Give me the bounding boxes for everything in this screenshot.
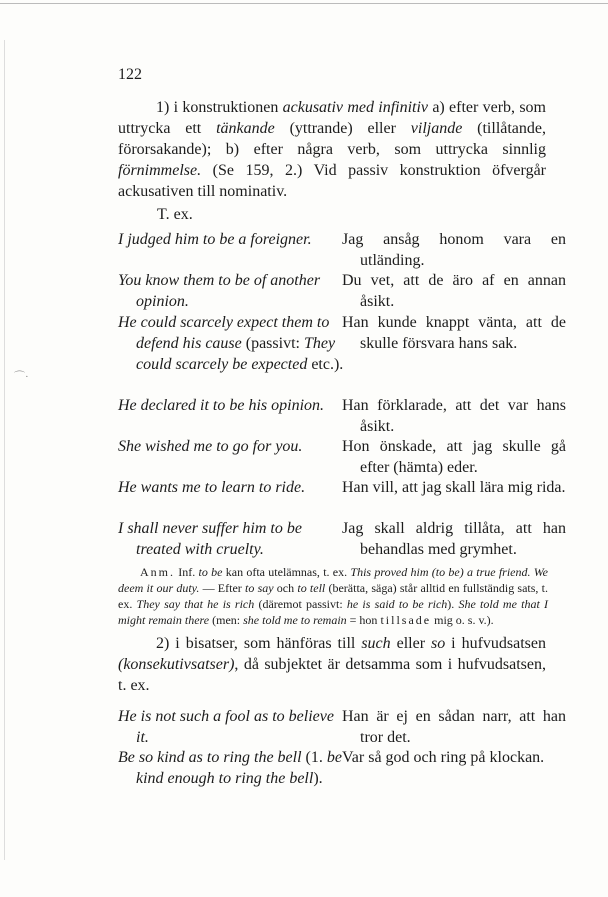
- swedish-translation: Han vill, att jag skall lära mig rida.: [342, 479, 566, 496]
- page-number: 122: [118, 66, 142, 83]
- p1-italic-c: viljande: [410, 120, 463, 137]
- note-text: — Efter: [199, 581, 246, 595]
- note-italic: to be: [198, 565, 223, 579]
- paragraph-2: [118, 633, 546, 696]
- swedish-translation: Var så god och ring på klockan.: [342, 749, 545, 766]
- english-example: He is not such a fool as to believe it.: [118, 708, 334, 746]
- english-example: He declared it to be his opinion.: [118, 397, 325, 414]
- swedish-translation: Du vet, att de äro af en annan åsikt.: [342, 272, 566, 310]
- english-example: I judged him to be a foreigner.: [118, 231, 312, 248]
- note-spaced: tillsade: [380, 613, 432, 627]
- p2-text-b: eller: [390, 635, 431, 652]
- english-example: [118, 747, 344, 789]
- swedish-translation: Han är ej en sådan narr, att han tror det.: [342, 708, 566, 746]
- p1-text-b: a) efter verb, som uttrycka ett: [118, 99, 546, 137]
- note-text: ).: [447, 597, 459, 611]
- note-italic: to tell: [297, 581, 326, 595]
- example-heading-1: T. ex.: [157, 206, 193, 223]
- swedish-translation: Jag ansåg honom vara en utländing.: [342, 231, 566, 269]
- note-italic: to say: [245, 581, 274, 595]
- p1-text-c: (yttrande) eller: [274, 120, 411, 137]
- english-example-part: He could scarcely expect them to defend his cause: [118, 314, 330, 352]
- p1-italic-d: förnimmelse.: [118, 162, 202, 179]
- p1-italic-b: tänkande: [216, 120, 275, 137]
- p2-text-c: i hufvudsatsen: [445, 635, 547, 652]
- note-text: (berätta, säga) står alltid en fullständig sats, t. ex.: [118, 581, 548, 611]
- margin-mark: ⌒·: [14, 371, 29, 383]
- p2-italic-b: so: [430, 635, 446, 652]
- p1-text-a: 1) i konstruktionen: [156, 99, 283, 116]
- note-text: = hon: [346, 613, 381, 627]
- english-example-note: etc.).: [307, 356, 344, 373]
- english-example: You know them to be of another opinion.: [118, 272, 321, 310]
- note-italic: This proved him (to be) a true friend. We deem it our duty.: [118, 565, 548, 595]
- note-text: (men:: [209, 613, 244, 627]
- annotation-note: [118, 564, 548, 628]
- note-text: (däremot passivt:: [254, 597, 347, 611]
- note-label: Anm.: [140, 565, 175, 579]
- english-example-note: ).: [313, 770, 323, 787]
- p1-text-e: (Se 159, 2.) Vid passiv konstruktion öfvergår ackusativen till nominativ.: [118, 162, 546, 200]
- note-text: Inf.: [175, 565, 199, 579]
- p1-italic-a: ackusativ med infinitiv: [282, 99, 429, 116]
- note-text: mig o. s. v.).: [431, 613, 494, 627]
- english-example: [118, 312, 344, 375]
- english-example-note: (1.: [301, 749, 327, 766]
- p2-italic-a: such: [361, 635, 391, 652]
- left-edge-rule: [4, 40, 5, 860]
- swedish-translation: Han förklarade, att det var hans åsikt.: [342, 397, 566, 435]
- note-italic: he is said to be rich: [346, 597, 448, 611]
- top-rule: [0, 3, 608, 4]
- swedish-translation: Jag skall aldrig tillåta, att han behandlas med grymhet.: [342, 520, 566, 558]
- note-italic: They say that he is rich: [136, 597, 255, 611]
- note-text: kan ofta utelämnas, t. ex.: [222, 565, 351, 579]
- english-example: She wished me to go for you.: [118, 438, 303, 455]
- paragraph-1: [118, 97, 546, 202]
- english-example-part: be kind enough to ring the bell: [136, 749, 342, 787]
- english-example: I shall never suffer him to be treated with cruelty.: [118, 520, 302, 558]
- english-example: He wants me to learn to ride.: [118, 479, 306, 496]
- english-example-part: They could scarcely be expected: [136, 335, 336, 373]
- p1-text-d: (tillåtande, förorsakande); b) efter några verb, som uttrycka sinnlig: [118, 120, 547, 158]
- note-italic: she told me to remain: [243, 613, 347, 627]
- swedish-translation: Hon önskade, att jag skulle gå efter (hämta) eder.: [342, 438, 566, 476]
- english-example-part: Be so kind as to ring the bell: [118, 749, 302, 766]
- p2-italic-c: (konsekutivsatser): [118, 656, 235, 673]
- p2-text-a: 2) i bisatser, som hänföras till: [156, 635, 362, 652]
- note-italic: She told me that I might remain there: [118, 597, 549, 627]
- note-text: och: [273, 581, 298, 595]
- p2-text-d: , då subjektet är detsamma som i hufvudsatsen, t. ex.: [118, 656, 546, 694]
- english-example-note: (passivt:: [241, 335, 304, 352]
- swedish-translation: Han kunde knappt vänta, att de skulle försvara hans sak.: [342, 314, 566, 352]
